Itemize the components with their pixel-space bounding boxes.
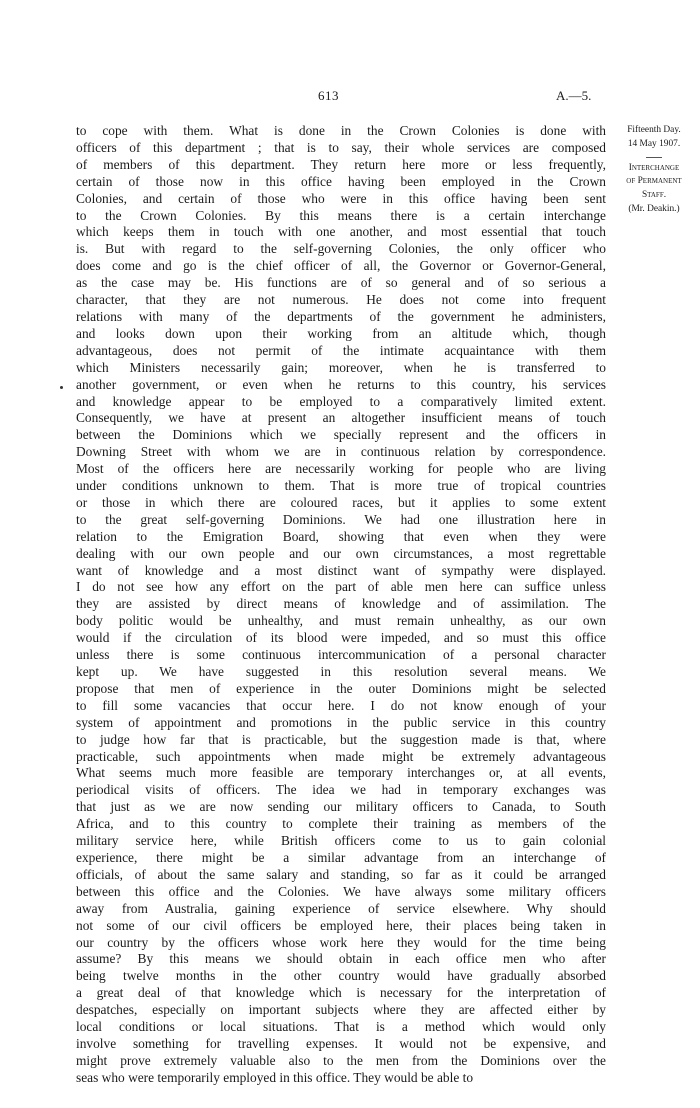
text-line: local conditions or local situations. That is a method which would only xyxy=(76,1019,606,1035)
text-line: not some of our civil officers be employed here, their places being taken in xyxy=(76,917,606,933)
text-line: away from Australia, gaining experience of service elsewhere. Why should xyxy=(76,900,606,916)
text-line: kept up. We have suggested in this resolution several means. We xyxy=(76,664,606,679)
text-line: relations with many of the departments of the government he administers, xyxy=(76,308,606,324)
text-line: Consequently, we have at present an altogether insufficient means of touch xyxy=(76,410,606,426)
text-line: between this office and the Colonies. We have always some military officers xyxy=(76,883,606,899)
text-line: as the case may be. His functions are of so general and of so serious a xyxy=(76,275,606,291)
text-line: despatches, especially on important subjects where they are affected either by xyxy=(76,1002,606,1018)
paper-reference: A.—5. xyxy=(556,88,592,103)
text-line: does come and go is the chief officer of all, the Governor or Governor-General, xyxy=(76,258,606,274)
text-line: advantageous, does not permit of the intimate acquaintance with them xyxy=(76,342,606,358)
text-line: system of appointment and promotions in the public service in this country xyxy=(76,714,606,730)
text-line: relation to the Emigration Board, showing that even when they were xyxy=(76,528,606,544)
text-line: certain of those now in this office having been employed in the Crown xyxy=(76,173,606,189)
text-line: propose that men of experience in the outer Dominions might be selected xyxy=(76,680,606,696)
text-line: Colonies, and certain of those who were in this office having been sent xyxy=(76,190,606,206)
text-line: another government, or even when he returns to this country, his services xyxy=(76,376,606,392)
margin-date: 14 May 1907. xyxy=(627,138,681,149)
text-line: and looks down upon their working from an altitude which, though xyxy=(76,325,606,341)
text-line: might prove extremely valuable also to the men from the Dominions over the xyxy=(76,1052,606,1068)
text-line: and knowledge appear to be employed to a comparatively limited extent. xyxy=(76,393,606,409)
text-line: dealing with our own people and our own circumstances, a most regrettable xyxy=(76,545,606,561)
text-line: character, that they are not numerous. He does not come into frequent xyxy=(76,292,606,308)
text-line: our country by the officers whose work here they would for the time being xyxy=(76,934,606,950)
text-line: that just as we are now sending our military officers to Canada, to South xyxy=(76,799,606,815)
text-line: to cope with them. What is done in the Crown Colonies is done with xyxy=(76,123,606,138)
text-line: under conditions unknown to them. That is more true of tropical countries xyxy=(76,478,606,494)
text-line: to the great self-governing Dominions. We had one illustration here in xyxy=(76,511,606,527)
text-line: Most of the officers here are necessarily working for people who are living xyxy=(76,461,606,477)
text-line: What seems much more feasible are temporary interchanges or, at all events, xyxy=(76,765,606,781)
margin-dot xyxy=(60,386,63,389)
margin-subject-2: of Permanent xyxy=(626,176,682,187)
text-line: is. But with regard to the self-governing Colonies, the only officer who xyxy=(76,241,606,257)
text-line: want of knowledge and a most distinct want of sympathy were displayed. xyxy=(76,562,606,578)
text-line: between the Dominions which we specially represent and the officers in xyxy=(76,427,606,443)
text-line: assume? By this means we should obtain in each office men who after xyxy=(76,951,606,967)
margin-subject-3: Staff. xyxy=(641,190,667,201)
text-line: would if the circulation of its blood were impeded, and so must this office xyxy=(76,630,606,646)
margin-day: Fifteenth Day. xyxy=(627,125,681,135)
text-line: body politic would be unhealthy, and must remain unhealthy, as our own xyxy=(76,613,606,629)
text-line: unless there is some continuous intercommunication of a personal character xyxy=(76,647,606,663)
margin-note xyxy=(608,124,700,217)
text-line: military service here, while British officers come to us to gain colonial xyxy=(76,833,606,849)
text-line: seas who were temporarily employed in this office. They would be able to xyxy=(76,1069,474,1085)
margin-rule xyxy=(646,157,662,158)
text-line: which Ministers necessarily gain; moreover, when he is transferred to xyxy=(76,359,606,375)
text-line: to fill some vacancies that occur here. I do not know enough of your xyxy=(76,697,606,713)
text-line: officers of this department ; that is to say, their whole services are composed xyxy=(76,139,606,155)
margin-subject-1: Interchange xyxy=(628,162,680,173)
text-line: being twelve months in the other country would have gradually absorbed xyxy=(76,968,606,984)
text-line: experience, there might be a similar advantage from an interchange of xyxy=(76,849,606,865)
text-line: officials, of about the same salary and standing, so far as it could be arranged xyxy=(76,866,606,882)
text-line: which keeps them in touch with one another, and most essential that touch xyxy=(76,224,606,240)
text-line: practicable, such appointments when made might be extremely advantageous xyxy=(76,748,606,764)
text-line: involve something for travelling expenses. It would not be expensive, and xyxy=(76,1035,606,1051)
body-text xyxy=(76,123,606,1087)
text-line: or those in which there are coloured races, but it applies to some extent xyxy=(76,494,606,510)
text-line: Downing Street with whom we are in continuous relation by correspondence. xyxy=(76,444,606,460)
text-line: a great deal of that knowledge which is necessary for the interpretation of xyxy=(76,985,606,1001)
text-line: periodical visits of officers. The idea we had in temporary exchanges was xyxy=(76,782,606,798)
text-line: of members of this department. They return here more or less frequently, xyxy=(76,156,606,172)
page-number: 613 xyxy=(318,88,339,103)
text-line: they are assisted by direct means of knowledge and of assimilation. The xyxy=(76,596,606,612)
text-line: Africa, and to this country to complete their training as members of the xyxy=(76,816,606,832)
text-line: I do not see how any effort on the part of able men here can suffice unless xyxy=(76,579,606,595)
text-line: to the Crown Colonies. By this means there is a certain interchange xyxy=(76,207,606,223)
text-line: to judge how far that is practicable, but the suggestion made is that, where xyxy=(76,731,606,747)
margin-speaker: (Mr. Deakin.) xyxy=(628,203,680,214)
